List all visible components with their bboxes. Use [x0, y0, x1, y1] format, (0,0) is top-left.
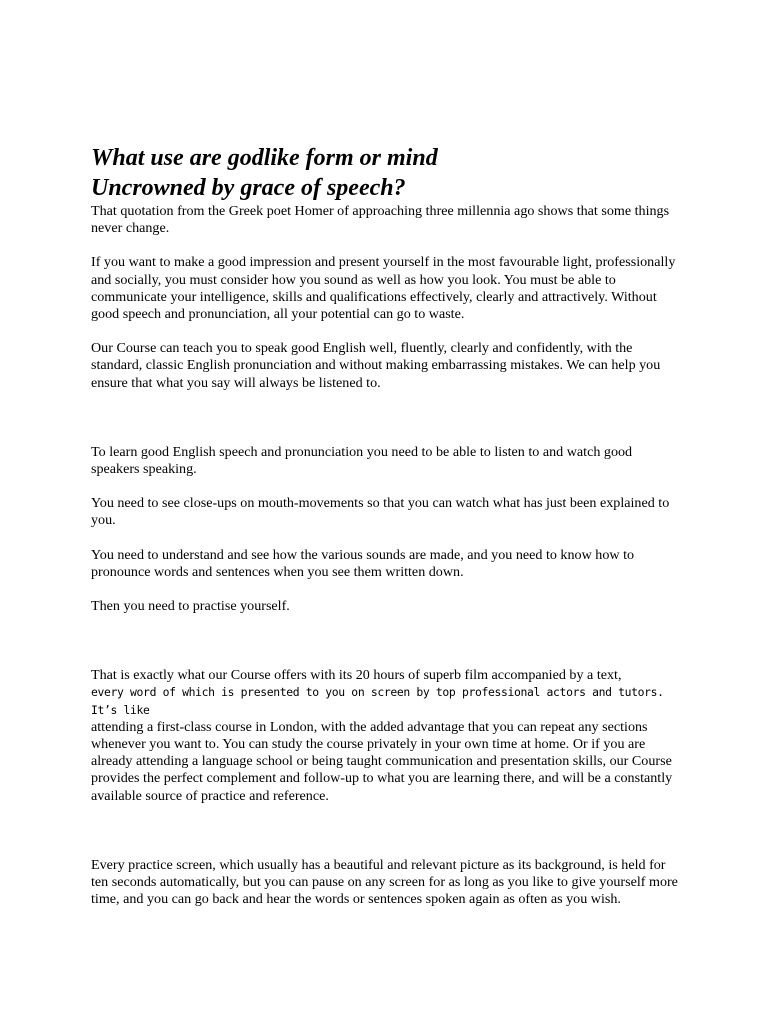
section-spacer	[91, 615, 681, 667]
practise-paragraph: Then you need to practise yourself.	[91, 598, 290, 615]
section-spacer	[91, 392, 681, 444]
course-offer-paragraph	[91, 667, 681, 805]
page-title	[91, 143, 681, 203]
sounds-paragraph: You need to understand and see how the various sounds are made, and you need to know how to pronounce words and sentences when you see them written down.	[91, 546, 635, 580]
course-intro-paragraph: Our Course can teach you to speak good English well, fluently, clearly and confidently, with the standard, classic English pronunciation and without making embarrassing mistakes. We can help you ensure that what you say will always be listened to.	[91, 340, 661, 391]
paragraph-spacer	[91, 478, 681, 495]
paragraph-spacer	[91, 237, 681, 254]
course-offer-line-1: That is exactly what our Course offers with its 20 hours of superb film accompanied by a text,	[91, 667, 622, 684]
listen-paragraph: To learn good English speech and pronunciation you need to be able to listen to and watch good speakers speaking.	[91, 443, 633, 478]
paragraph-spacer	[91, 581, 681, 598]
practice-screen-paragraph: Every practice screen, which usually has a beautiful and relevant picture as its background, is held for ten seconds automatically, but you can pause on any screen for as long as you like to give yourself more time, and you can go back and hear the words or sentences spoken again as often as you wish.	[91, 856, 678, 908]
paragraph-spacer	[91, 530, 681, 547]
impression-paragraph: If you want to make a good impression and present yourself in the most favourable light, professionally and socially, you must consider how you sound as well as how you look. You must be able to communicate your intelligence, skills and qualifications effectively, clearly and attractively. Without good speech and pronunciation, all your potential can go to waste.	[91, 254, 676, 323]
section-spacer	[91, 805, 681, 857]
course-offer-line-2: every word of which is presented to you on screen by top professional actors and tutors. It’s like	[91, 685, 664, 717]
document-page	[91, 143, 681, 908]
intro-paragraph: That quotation from the Greek poet Homer of approaching three millennia ago shows that some things never change.	[91, 203, 670, 237]
closeups-paragraph: You need to see close-ups on mouth-movements so that you can watch what has just been explained to you.	[91, 495, 670, 529]
paragraph-spacer	[91, 323, 681, 340]
title-line-2: Uncrowned by grace of speech?	[91, 175, 406, 201]
course-offer-rest: attending a first-class course in London, with the added advantage that you can repeat any sections whenever you want to. You can study the course privately in your own time at home. Or if you are already attending a language school or being taught communication and presentation skills, our Course provides the perfect complement and follow-up to what you are learning there, and will be a constantly available source of practice and reference.	[91, 718, 673, 804]
title-line-1: What use are godlike form or mind	[91, 145, 438, 171]
